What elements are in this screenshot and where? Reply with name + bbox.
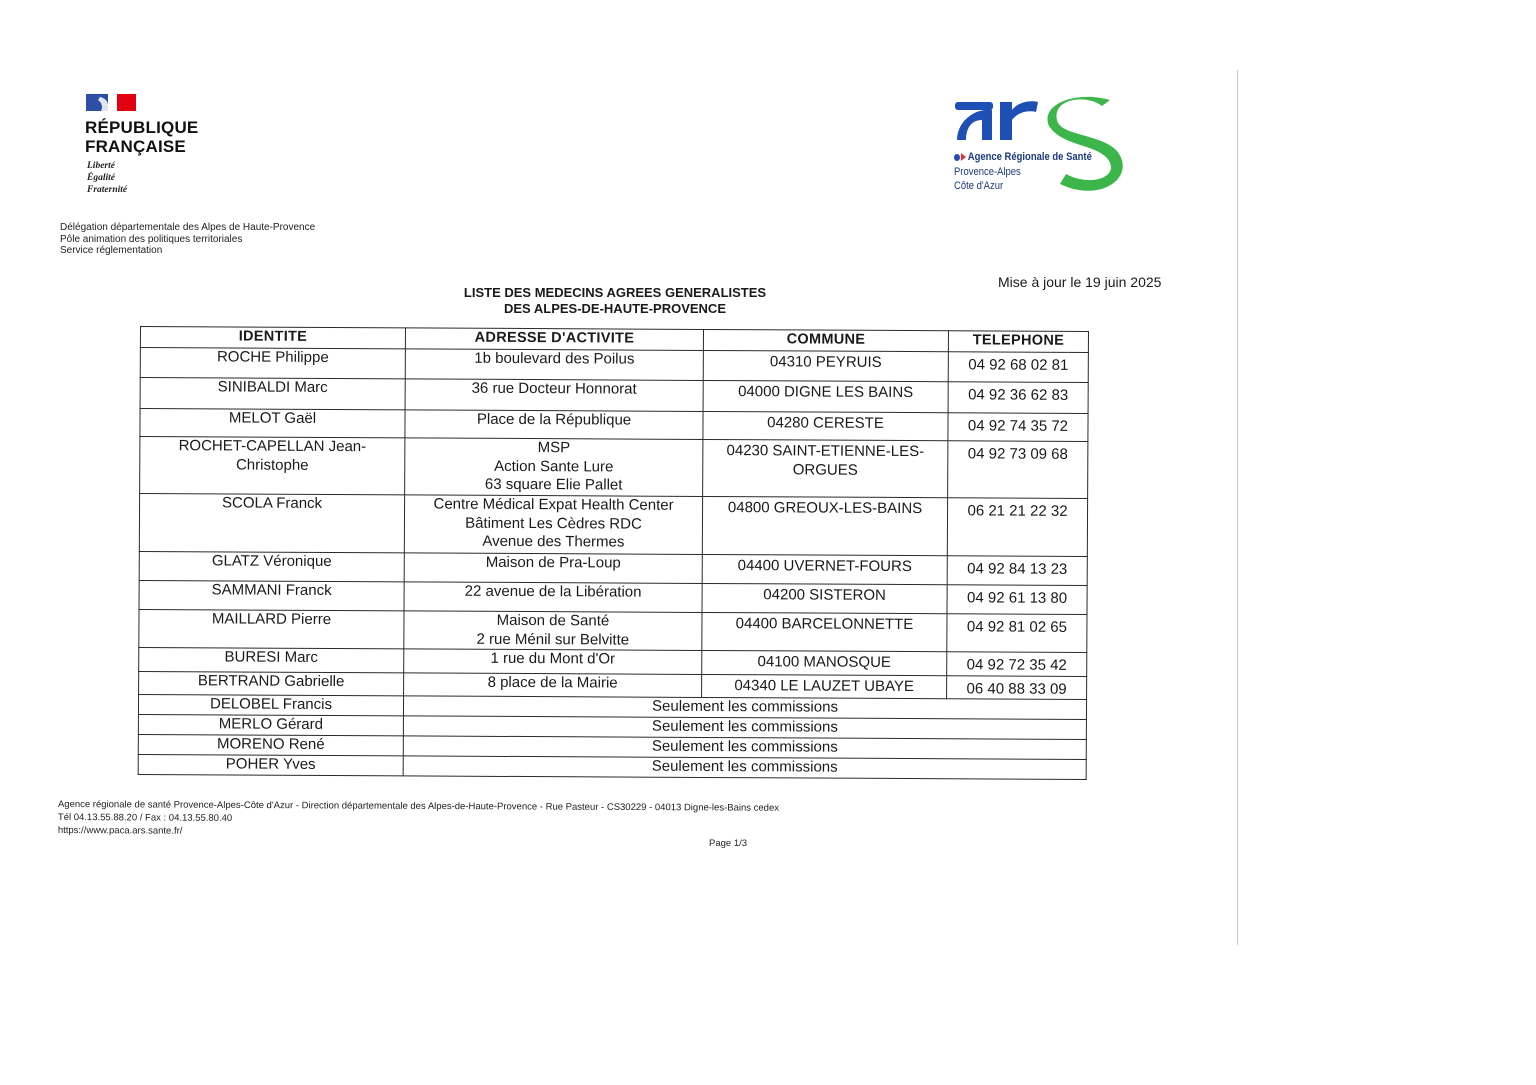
table-body	[138, 348, 1088, 780]
ars-red-triangle-icon	[961, 153, 966, 161]
document-title: LISTE DES MEDECINS AGREES GENERALISTES DES ALPES-DE-HAUTE-PROVENCE	[463, 285, 767, 316]
cell-commune: 04800 GREOUX-LES-BAINS	[702, 496, 947, 555]
cell-telephone: 04 92 61 13 80	[947, 585, 1087, 615]
cell-commune: 04340 LE LAUZET UBAYE	[702, 674, 947, 699]
ars-agency-text: Agence Régionale de Santé Provence-Alpes Côte d'Azur	[954, 151, 1092, 192]
cell-identite: GLATZ Véronique	[139, 551, 404, 581]
cell-adresse: 36 rue Docteur Honnorat	[405, 379, 703, 412]
cell-identite: POHER Yves	[138, 754, 403, 775]
cell-identite: SINIBALDI Marc	[140, 378, 405, 410]
cell-adresse: Maison de Pra-Loup	[404, 553, 702, 584]
cell-commune: 04000 DIGNE LES BAINS	[703, 380, 948, 412]
cell-telephone: 04 92 74 35 72	[948, 413, 1088, 442]
cell-identite: SCOLA Franck	[139, 494, 404, 553]
cell-adresse: Maison de Santé 2 rue Ménil sur Belvitte	[404, 611, 702, 651]
footer-address: Agence régionale de santé Provence-Alpes-Côte d'Azur - Direction départementale des Alpes-de-Haute-Provence - Rue Pasteur - CS30229 - 04013 Digne-les-Bains cedex Tél 04.13.55.88.20 / Fax : 04.13.55.80.40 https://www.paca.ars.sante.fr/	[57, 799, 780, 837]
marianne-flag-logo	[86, 94, 136, 111]
doctors-table-wrapper	[138, 326, 1088, 794]
cell-identite: MERLO Gérard	[138, 714, 403, 735]
cell-commune: 04230 SAINT-ETIENNE-LES-ORGUES	[703, 439, 948, 497]
cell-identite: ROCHE Philippe	[140, 348, 405, 379]
cell-commune: 04280 CERESTE	[703, 411, 948, 440]
page-number: Page 1/3	[709, 838, 748, 849]
cell-telephone: 06 21 21 22 32	[947, 498, 1087, 557]
cell-identite: ROCHET-CAPELLAN Jean-Christophe	[140, 437, 405, 495]
header-identite: IDENTITE	[140, 327, 405, 349]
cell-commission-note: Seulement les commissions	[403, 756, 1086, 780]
table-row	[140, 348, 1088, 383]
cell-telephone: 04 92 72 35 42	[947, 652, 1087, 676]
cell-telephone: 04 92 36 62 83	[948, 382, 1088, 414]
cell-telephone: 04 92 81 02 65	[947, 614, 1087, 653]
table-row	[139, 609, 1087, 652]
scan-edge-line	[1237, 70, 1238, 945]
cell-adresse: 1 rue du Mont d'Or	[404, 649, 702, 674]
republique-motto: Liberté Égalité Fraternité	[87, 161, 128, 195]
ars-blue-dot-icon	[954, 154, 960, 161]
cell-commune: 04200 SISTERON	[702, 583, 947, 613]
delegation-info: Délégation départementale des Alpes de Haute-Provence Pôle animation des politiques territoriales Service réglementation	[60, 222, 316, 256]
cell-adresse: Place de la République	[405, 410, 703, 440]
cell-commission-note: Seulement les commissions	[403, 716, 1086, 740]
cell-commune: 04400 UVERNET-FOURS	[702, 554, 947, 584]
cell-adresse: 8 place de la Mairie	[404, 672, 702, 697]
cell-identite: BURESI Marc	[139, 647, 404, 672]
cell-commune: 04310 PEYRUIS	[703, 350, 948, 381]
cell-adresse: 22 avenue de la Libération	[404, 582, 702, 613]
table-row	[140, 437, 1088, 499]
update-date: Mise à jour le 19 juin 2025	[998, 274, 1162, 290]
cell-adresse: MSP Action Sante Lure 63 square Elie Pallet	[405, 438, 703, 497]
cell-commission-note: Seulement les commissions	[403, 696, 1086, 720]
cell-identite: MAILLARD Pierre	[139, 609, 404, 648]
cell-commission-note: Seulement les commissions	[403, 736, 1086, 760]
table-row	[139, 494, 1087, 557]
cell-telephone: 04 92 84 13 23	[947, 556, 1087, 586]
cell-adresse: 1b boulevard des Poilus	[405, 349, 703, 381]
cell-commune: 04100 MANOSQUE	[702, 650, 947, 675]
table-row-commission	[138, 754, 1086, 779]
republique-francaise-name: RÉPUBLIQUE FRANÇAISE	[85, 118, 199, 156]
header-adresse: ADRESSE D'ACTIVITE	[405, 328, 703, 351]
cell-identite: SAMMANI Franck	[139, 580, 404, 610]
cell-identite: BERTRAND Gabrielle	[139, 671, 404, 696]
cell-identite: DELOBEL Francis	[138, 694, 403, 715]
header-telephone: TELEPHONE	[948, 331, 1088, 353]
cell-telephone: 04 92 73 09 68	[948, 441, 1088, 499]
cell-identite: MELOT Gaël	[140, 409, 405, 438]
table-row	[140, 378, 1088, 414]
cell-telephone: 06 40 88 33 09	[947, 675, 1087, 699]
doctors-table	[138, 326, 1089, 780]
cell-commune: 04400 BARCELONNETTE	[702, 612, 947, 651]
cell-identite: MORENO René	[138, 734, 403, 755]
header-commune: COMMUNE	[703, 329, 948, 351]
cell-telephone: 04 92 68 02 81	[948, 352, 1088, 383]
cell-adresse: Centre Médical Expat Health Center Bâtiment Les Cèdres RDC Avenue des Thermes	[404, 495, 702, 555]
